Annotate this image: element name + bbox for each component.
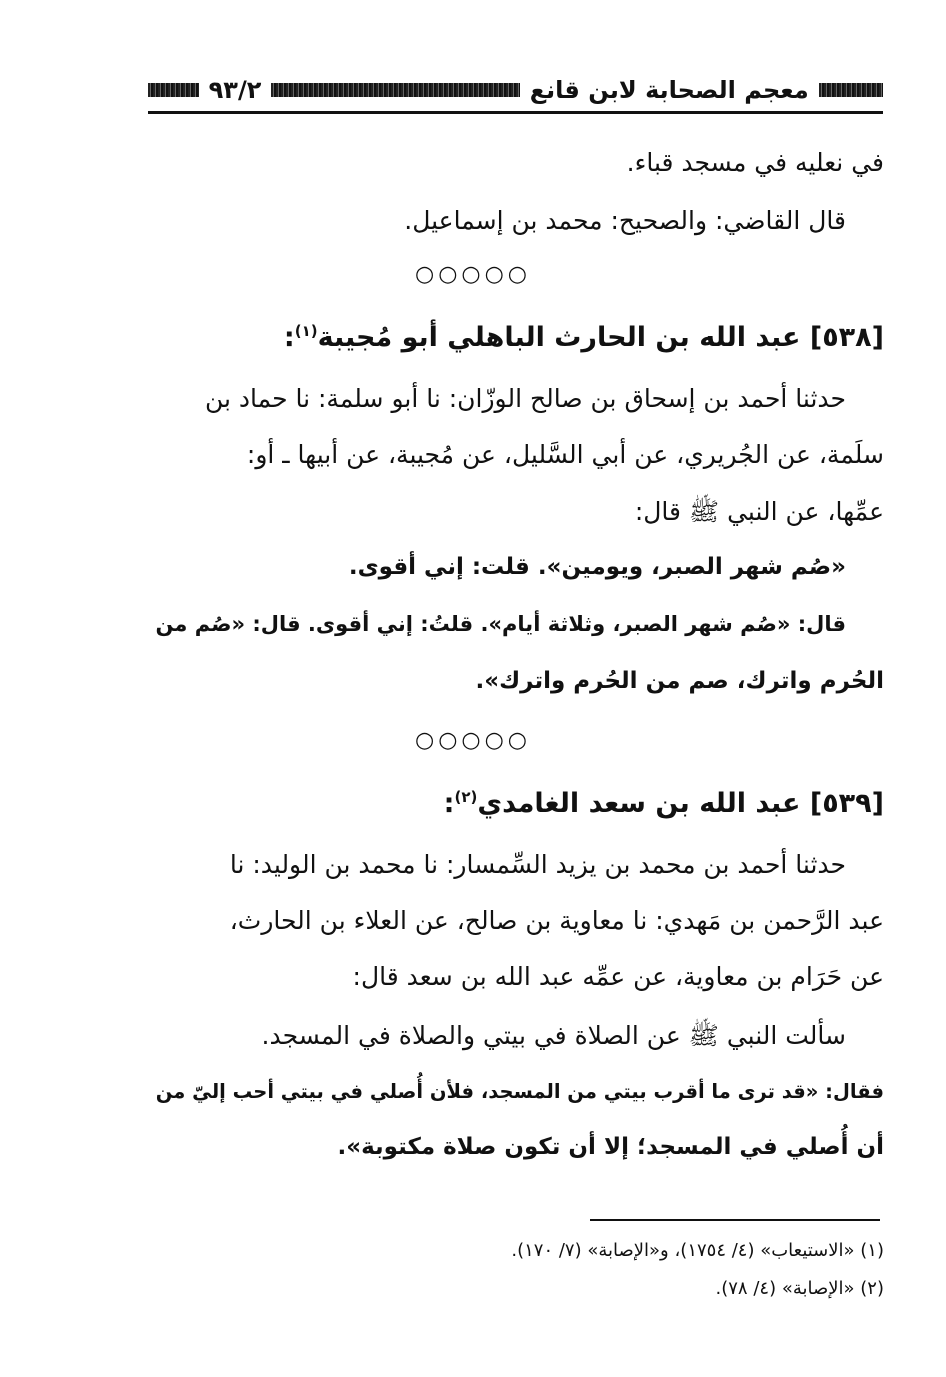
quote-line: الحُرم واترك، صم من الحُرم واترك».	[475, 668, 884, 694]
entry-heading-539	[444, 788, 884, 819]
quote-line: أن أُصلي في المسجد؛ إلا أن تكون صلاة مكتوبة».	[337, 1134, 884, 1160]
footnote-ref: (١)	[294, 322, 318, 340]
text-line: عبد الرَّحمن بن مَهدي: نا معاوية بن صالح، عن العلاء بن الحارث،	[229, 906, 884, 935]
book-title: معجم الصحابة لابن قانع	[529, 76, 809, 104]
heading-colon: :	[283, 322, 295, 353]
text-line: في نعليه في مسجد قباء.	[626, 148, 884, 177]
entry-heading-text: [٥٣٨] عبد الله بن الحارث الباهلي أبو مُجيبة	[317, 322, 884, 353]
header-ornament-middle	[271, 83, 519, 97]
heading-colon: :	[443, 788, 455, 819]
text-line: حدثنا أحمد بن إسحاق بن صالح الوزّان: نا أبو سلمة: نا حماد بن	[204, 384, 846, 413]
header-ornament-right	[819, 83, 883, 97]
quote-line: فقال: «قد ترى ما أقرب بيتي من المسجد، فلأن أُصلي في بيتي أحب إليّ من	[155, 1080, 884, 1103]
header-rule	[148, 111, 883, 114]
text-line: عن حَرَام بن معاوية، عن عمِّه عبد الله بن سعد قال:	[352, 962, 884, 991]
page-header	[148, 72, 883, 108]
text-line: سألت النبي ﷺ عن الصلاة في بيتي والصلاة في المسجد.	[261, 1021, 846, 1050]
text-line: سلَمة، عن الجُريري، عن أبي السَّليل، عن مُجيبة، عن أبيها ـ أو:	[246, 440, 884, 469]
text-line: قال القاضي: والصحيح: محمد بن إسماعيل.	[404, 206, 846, 235]
quote-line: قال: «صُم شهر الصبر، وثلاثة أيام». قلتُ: إني أقوى. قال: «صُم من	[155, 612, 846, 636]
footnote: (٢) «الإصابة» (٤/ ٧٨).	[715, 1278, 884, 1299]
footnote-ref: (٢)	[454, 788, 478, 806]
entry-heading-text: [٥٣٩] عبد الله بن سعد الغامدي	[477, 788, 884, 819]
page-number: ٩٣/٢	[208, 76, 262, 104]
quote-line: «صُم شهر الصبر، ويومين». قلت: إني أقوى.	[348, 554, 846, 580]
header-ornament-left	[148, 83, 199, 97]
text-line: حدثنا أحمد بن محمد بن يزيد السِّمسار: نا محمد بن الوليد: نا	[229, 850, 846, 879]
section-divider: ○○○○○	[415, 262, 531, 287]
footnote: (١) «الاستيعاب» (٤/ ١٧٥٤)، و«الإصابة» (٧/ ١٧٠).	[511, 1240, 884, 1261]
section-divider: ○○○○○	[415, 728, 531, 753]
footnote-rule	[590, 1219, 880, 1221]
entry-heading-538	[284, 322, 884, 353]
text-line: عمِّها، عن النبي ﷺ قال:	[634, 497, 884, 526]
